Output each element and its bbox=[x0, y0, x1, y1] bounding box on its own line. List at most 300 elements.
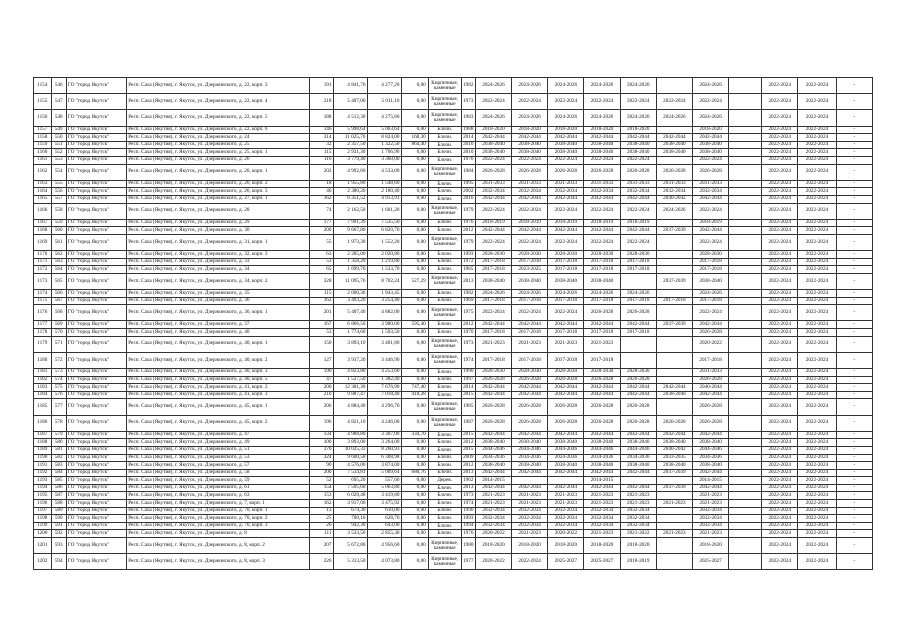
cell-item-number: 556 bbox=[51, 188, 66, 196]
cell-roof-repair: 2021-2023 bbox=[475, 336, 511, 352]
cell-living-area: 3 254,40 bbox=[368, 297, 402, 305]
cell-foundation-repair: 2022-2024 bbox=[548, 156, 584, 164]
cell-nonliving-area: 0,00 bbox=[402, 227, 428, 235]
cell-build-year: 2010 bbox=[463, 141, 474, 148]
cell-heating-repair: 2017-2018 bbox=[584, 297, 620, 305]
cell-wall-material: Блочн. bbox=[428, 507, 461, 515]
cell-gas-repair bbox=[729, 554, 762, 570]
cell-gas-repair bbox=[729, 126, 762, 134]
cell-residents: 63 bbox=[310, 251, 334, 259]
cell-total-area: 10 025,33 bbox=[334, 446, 368, 454]
cell-nonliving-area: 0,00 bbox=[402, 251, 428, 259]
cell-heating-repair: 2022-2024 bbox=[584, 94, 620, 110]
cell-total-area: 9 667,80 bbox=[334, 227, 368, 235]
cell-facade-repair: 2042-2044 bbox=[512, 134, 548, 142]
cell-nonliving-area: 0,00 bbox=[402, 149, 428, 157]
cell-build-year: 1983 bbox=[461, 110, 475, 126]
cell-municipality: ГО "город Якутск" bbox=[66, 134, 126, 142]
cell-heating-repair: 2026-2028 bbox=[584, 305, 620, 321]
cell-elevator-repair: 2038-2040 bbox=[656, 462, 692, 470]
cell-total-area: 5 672,80 bbox=[334, 538, 368, 554]
cell-municipality: ГО "город Якутск" bbox=[66, 195, 126, 203]
cell-roof-repair: 2018-2019 bbox=[475, 219, 511, 227]
table-row bbox=[34, 141, 873, 149]
cell-foundation-repair: 2042-2044 bbox=[548, 391, 584, 399]
cell-wall-material: Блочн. bbox=[428, 321, 461, 329]
cell-roof-repair: 2017-2018 bbox=[475, 329, 511, 337]
cell-elevator-repair bbox=[656, 515, 692, 523]
cell-nonliving-area: 0,00 bbox=[402, 305, 428, 321]
cell-item-number: 554 bbox=[51, 164, 66, 180]
cell-water-repair: 2031-2033 bbox=[620, 180, 656, 188]
cell-roof-repair: 2032-2034 bbox=[475, 515, 511, 523]
cell-elevator-repair bbox=[656, 258, 692, 266]
cell-metering-install: 2022-2024 bbox=[762, 462, 798, 470]
cell-residents: 177 bbox=[310, 219, 334, 227]
cell-electric-repair: 2042-2044 bbox=[693, 469, 729, 477]
cell-metering-install: 2022-2024 bbox=[762, 329, 798, 337]
cell-wall-material: Кирпичные, каменные bbox=[428, 352, 461, 368]
cell-nonliving-area: 0,00 bbox=[402, 446, 428, 454]
cell-water-repair: 2038-2040 bbox=[620, 462, 656, 470]
cell-water-repair: 2034-2036 bbox=[620, 454, 656, 462]
cell-roof-repair: 2038-2040 bbox=[475, 273, 511, 289]
cell-row-number: 1200 bbox=[34, 530, 52, 538]
cell-survey-period: 2022-2024 bbox=[798, 94, 836, 110]
cell-municipality: ГО "город Якутск" bbox=[66, 368, 126, 376]
cell-municipality: ГО "город Якутск" bbox=[66, 290, 126, 298]
cell-water-repair: 2028-2030 bbox=[620, 251, 656, 259]
cell-electric-repair: 2022-2024 bbox=[693, 156, 729, 164]
cell-electric-repair: 2022-2024 bbox=[693, 234, 729, 250]
cell-row-number: 1188 bbox=[34, 439, 52, 447]
cell-foundation-repair: 2042-2044 bbox=[548, 195, 584, 203]
cell-living-area: 3 401,80 bbox=[368, 336, 402, 352]
cell-metering-install: 2022-2024 bbox=[762, 352, 798, 368]
cell-row-number: 1170 bbox=[34, 251, 52, 259]
cell-living-area: 7 018,40 bbox=[368, 391, 402, 399]
cell-residents: 210 bbox=[310, 391, 334, 399]
cell-nonliving-area: 0,00 bbox=[402, 554, 428, 570]
cell-foundation-repair: 2026-2028 bbox=[548, 399, 584, 415]
cell-nonliving-area: 0,00 bbox=[402, 203, 428, 219]
cell-roof-repair: 2042-2044 bbox=[475, 384, 511, 392]
cell-facade-repair: 2022-2024 bbox=[512, 203, 548, 219]
cell-total-area: 4 992,60 bbox=[334, 164, 368, 180]
cell-living-area: 2 855,30 bbox=[368, 530, 402, 538]
cell-note: - bbox=[836, 149, 872, 157]
cell-item-number: 587 bbox=[51, 492, 66, 500]
cell-municipality: ГО "город Якутск" bbox=[66, 515, 126, 523]
cell-foundation-repair: 2038-2040 bbox=[548, 273, 584, 289]
table-row bbox=[34, 446, 873, 454]
cell-municipality: ГО "город Якутск" bbox=[66, 156, 126, 164]
cell-item-number: 565 bbox=[51, 273, 66, 289]
cell-electric-repair: 2032-2034 bbox=[693, 522, 729, 530]
cell-item-number: 588 bbox=[51, 500, 66, 508]
cell-metering-install: 2022-2024 bbox=[762, 454, 798, 462]
cell-gas-repair bbox=[729, 454, 762, 462]
cell-roof-repair: 2026-2028 bbox=[475, 399, 511, 415]
cell-nonliving-area: 527,29 bbox=[402, 273, 428, 289]
cell-total-area: 4 821,10 bbox=[334, 415, 368, 431]
cell-total-area: 11 095,76 bbox=[334, 273, 368, 289]
cell-heating-repair: 2017-2018 bbox=[584, 266, 620, 274]
cell-survey-period: 2022-2024 bbox=[798, 399, 836, 415]
cell-metering-install: 2022-2024 bbox=[762, 305, 798, 321]
cell-heating-repair: 2032-2034 bbox=[584, 188, 620, 196]
cell-build-year: 2013 bbox=[463, 469, 474, 476]
cell-living-area: 2 020,80 bbox=[368, 251, 402, 259]
cell-build-year: 2012 bbox=[463, 461, 474, 468]
cell-address: Респ. Саха (Якутия), г. Якутск, ул. Дзержинского, д. 30 bbox=[127, 227, 310, 235]
cell-residents: 154 bbox=[310, 484, 334, 492]
cell-living-area: 1 552,20 bbox=[368, 234, 402, 250]
cell-elevator-repair: 2021-2023 bbox=[656, 500, 692, 508]
cell-elevator-repair: 2042-2044 bbox=[656, 431, 692, 439]
cell-row-number: 1175 bbox=[34, 297, 52, 305]
cell-foundation-repair: 2032-2034 bbox=[548, 522, 584, 530]
cell-facade-repair: 2018-2019 bbox=[512, 219, 548, 227]
cell-residents: 111 bbox=[310, 530, 334, 538]
cell-roof-repair: 2020-2022 bbox=[475, 530, 511, 538]
cell-build-year: 2015 bbox=[463, 391, 474, 398]
cell-wall-material: Блочн. bbox=[428, 439, 461, 447]
cell-municipality: ГО "город Якутск" bbox=[66, 336, 126, 352]
cell-row-number: 1180 bbox=[34, 352, 52, 368]
cell-row-number: 1160 bbox=[34, 149, 52, 157]
cell-survey-period: 2022-2024 bbox=[798, 141, 836, 149]
table-row bbox=[34, 126, 873, 134]
cell-municipality: ГО "город Якутск" bbox=[66, 439, 126, 447]
cell-note: - bbox=[836, 454, 872, 462]
cell-total-area: 3 533,50 bbox=[334, 530, 368, 538]
cell-nonliving-area: 0,00 bbox=[402, 234, 428, 250]
cell-note: - bbox=[836, 336, 872, 352]
cell-municipality: ГО "город Якутск" bbox=[66, 454, 126, 462]
cell-nonliving-area: 0,00 bbox=[402, 188, 428, 196]
cell-row-number: 1155 bbox=[34, 94, 52, 110]
cell-water-repair: 2018-2020 bbox=[620, 538, 656, 554]
cell-address: Респ. Саха (Якутия), г. Якутск, ул. Дзержинского, д. 26, корп. 3 bbox=[127, 188, 310, 196]
cell-elevator-repair bbox=[656, 219, 692, 227]
cell-electric-repair: 2038-2040 bbox=[693, 141, 729, 149]
cell-facade-repair: 2018-2020 bbox=[512, 538, 548, 554]
cell-nonliving-area: 418,28 bbox=[402, 391, 428, 399]
cell-facade-repair: 2042-2044 bbox=[512, 227, 548, 235]
cell-total-area: 2 931,30 bbox=[334, 149, 368, 157]
cell-elevator-repair: 2026-2028 bbox=[656, 164, 692, 180]
cell-metering-install: 2022-2024 bbox=[762, 266, 798, 274]
cell-foundation-repair: 2018-2020 bbox=[548, 126, 584, 134]
cell-build-year: 1972 bbox=[463, 258, 474, 265]
table-row bbox=[34, 156, 873, 164]
cell-item-number: 585 bbox=[51, 477, 66, 485]
cell-survey-period: 2022-2024 bbox=[798, 273, 836, 289]
cell-total-area: 12 381,30 bbox=[334, 384, 368, 392]
cell-municipality: ГО "город Якутск" bbox=[66, 258, 126, 266]
cell-nonliving-area: 0,00 bbox=[402, 78, 428, 94]
cell-residents: 13 bbox=[310, 507, 334, 515]
cell-item-number: 552 bbox=[51, 149, 66, 157]
cell-total-area: 2 357,50 bbox=[334, 141, 368, 149]
cell-municipality: ГО "город Якутск" bbox=[66, 554, 126, 570]
cell-water-repair: 2042-2044 bbox=[620, 384, 656, 392]
cell-roof-repair: 2034-2036 bbox=[475, 454, 511, 462]
cell-residents: 200 bbox=[310, 384, 334, 392]
cell-residents: 18 bbox=[310, 180, 334, 188]
cell-address: Респ. Саха (Якутия), г. Якутск, ул. Дзержинского, д. 36, корп. 1 bbox=[127, 305, 310, 321]
cell-row-number: 1162 bbox=[34, 164, 52, 180]
cell-foundation-repair: 2021-2023 bbox=[548, 336, 584, 352]
cell-residents: 115 bbox=[310, 290, 334, 298]
cell-foundation-repair: 2018-2020 bbox=[548, 538, 584, 554]
cell-facade-repair: 2022-2024 bbox=[512, 156, 548, 164]
cell-roof-repair: 2026-2028 bbox=[475, 415, 511, 431]
cell-roof-repair: 2042-2044 bbox=[475, 321, 511, 329]
cell-survey-period: 2022-2024 bbox=[798, 431, 836, 439]
cell-roof-repair: 2042-2044 bbox=[475, 391, 511, 399]
cell-note: - bbox=[836, 439, 872, 447]
cell-water-repair: 2032-2034 bbox=[620, 507, 656, 515]
cell-elevator-repair bbox=[656, 305, 692, 321]
table-row bbox=[34, 329, 873, 337]
cell-wall-material: Кирпичные, каменные bbox=[428, 94, 461, 110]
cell-nonliving-area: 595,40 bbox=[402, 321, 428, 329]
cell-electric-repair: 2042-2044 bbox=[693, 391, 729, 399]
cell-living-area: 4 246,00 bbox=[368, 415, 402, 431]
cell-wall-material: Блочн. bbox=[428, 384, 461, 392]
cell-gas-repair bbox=[729, 94, 762, 110]
cell-note: - bbox=[836, 297, 872, 305]
cell-facade-repair: 2038-2040 bbox=[512, 273, 548, 289]
cell-electric-repair: 2020-2022 bbox=[693, 336, 729, 352]
cell-wall-material: Блочн. bbox=[428, 195, 461, 203]
cell-roof-repair: 2022-2024 bbox=[475, 203, 511, 219]
cell-foundation-repair: 2017-2018 bbox=[548, 266, 584, 274]
cell-water-repair: 2024-2026 bbox=[620, 290, 656, 298]
cell-item-number: 572 bbox=[51, 352, 66, 368]
cell-heating-repair: 2018-2020 bbox=[584, 538, 620, 554]
cell-municipality: ГО "город Якутск" bbox=[66, 273, 126, 289]
cell-survey-period: 2022-2024 bbox=[798, 515, 836, 523]
cell-survey-period: 2022-2024 bbox=[798, 530, 836, 538]
cell-water-repair bbox=[620, 273, 656, 289]
cell-living-area: 1 548,60 bbox=[368, 180, 402, 188]
cell-build-year: 1985 bbox=[461, 399, 475, 415]
cell-water-repair: 2021-2023 bbox=[620, 500, 656, 508]
cell-gas-repair bbox=[729, 336, 762, 352]
cell-water-repair: 2018-2019 bbox=[620, 554, 656, 570]
cell-survey-period: 2022-2024 bbox=[798, 352, 836, 368]
table-row bbox=[34, 368, 873, 376]
cell-metering-install: 2022-2024 bbox=[762, 399, 798, 415]
cell-residents: 116 bbox=[310, 156, 334, 164]
cell-total-area: 3 493,20 bbox=[334, 297, 368, 305]
cell-foundation-repair: 2022-2024 bbox=[548, 305, 584, 321]
table-row bbox=[34, 439, 873, 447]
cell-item-number: 548 bbox=[51, 110, 66, 126]
cell-roof-repair: 2024-2026 bbox=[475, 290, 511, 298]
cell-facade-repair: 2024-2026 bbox=[512, 110, 548, 126]
cell-metering-install: 2022-2024 bbox=[762, 469, 798, 477]
cell-metering-install: 2022-2024 bbox=[762, 336, 798, 352]
cell-row-number: 1157 bbox=[34, 126, 52, 134]
cell-living-area: 2 180,40 bbox=[368, 188, 402, 196]
cell-address: Респ. Саха (Якутия), г. Якутск, ул. Дзержинского, д. 41, корп. 2 bbox=[127, 384, 310, 392]
cell-facade-repair: 2024-2026 bbox=[512, 78, 548, 94]
cell-gas-repair bbox=[729, 78, 762, 94]
cell-total-area: 4 884,40 bbox=[334, 399, 368, 415]
cell-facade-repair: 2042-2044 bbox=[512, 384, 548, 392]
cell-address: Респ. Саха (Якутия), г. Якутск, ул. Дзержинского, д. 29 bbox=[127, 219, 310, 227]
cell-address: Респ. Саха (Якутия), г. Якутск, ул. Дзержинского, д. 70, корп. 1 bbox=[127, 507, 310, 515]
cell-elevator-repair: 2033-2035 bbox=[656, 454, 692, 462]
cell-gas-repair bbox=[729, 266, 762, 274]
cell-living-area: 628,70 bbox=[368, 515, 402, 523]
cell-survey-period: 2022-2024 bbox=[798, 368, 836, 376]
cell-roof-repair: 2022-2024 bbox=[475, 156, 511, 164]
cell-survey-period: 2022-2024 bbox=[798, 156, 836, 164]
cell-heating-repair: 2025-2027 bbox=[584, 554, 620, 570]
cell-metering-install: 2022-2024 bbox=[762, 141, 798, 149]
cell-item-number: 571 bbox=[51, 336, 66, 352]
cell-municipality: ГО "город Якутск" bbox=[66, 141, 126, 149]
cell-heating-repair: 2021-2023 bbox=[584, 492, 620, 500]
cell-wall-material: Блочн. bbox=[428, 329, 461, 337]
cell-wall-material: Блочн. bbox=[428, 251, 461, 259]
cell-electric-repair: 2040-2044 bbox=[693, 384, 729, 392]
table-row bbox=[34, 195, 873, 203]
cell-residents: 25 bbox=[310, 515, 334, 523]
cell-survey-period: 2022-2024 bbox=[798, 507, 836, 515]
cell-nonliving-area: 0,00 bbox=[402, 94, 428, 110]
cell-roof-repair: 2031-2033 bbox=[475, 180, 511, 188]
cell-water-repair bbox=[620, 352, 656, 368]
cell-build-year: 1970 bbox=[463, 328, 474, 335]
cell-row-number: 1186 bbox=[34, 415, 52, 431]
table-row bbox=[34, 431, 873, 439]
cell-municipality: ГО "город Якутск" bbox=[66, 305, 126, 321]
cell-water-repair: 2017-2018 bbox=[620, 266, 656, 274]
cell-metering-install: 2022-2024 bbox=[762, 203, 798, 219]
cell-note: - bbox=[836, 554, 872, 570]
cell-gas-repair bbox=[729, 399, 762, 415]
cell-facade-repair: 2044-2046 bbox=[512, 446, 548, 454]
cell-row-number: 1169 bbox=[34, 234, 52, 250]
cell-item-number: 568 bbox=[51, 305, 66, 321]
cell-heating-repair: 2024-2026 bbox=[584, 78, 620, 94]
cell-foundation-repair: 2042-2044 bbox=[548, 134, 584, 142]
cell-heating-repair: 2044-2046 bbox=[584, 446, 620, 454]
table-row bbox=[34, 110, 873, 126]
cell-address: Респ. Саха (Якутия), г. Якутск, ул. Дзержинского, д. 53 bbox=[127, 454, 310, 462]
cell-note: - bbox=[836, 258, 872, 266]
cell-living-area: 4 882,00 bbox=[368, 305, 402, 321]
cell-municipality: ГО "город Якутск" bbox=[66, 203, 126, 219]
cell-row-number: 1187 bbox=[34, 431, 52, 439]
cell-foundation-repair bbox=[548, 477, 584, 485]
cell-wall-material: Блочн. bbox=[428, 431, 461, 439]
cell-living-area: 557,60 bbox=[368, 477, 402, 485]
cell-note: - bbox=[836, 368, 872, 376]
cell-elevator-repair bbox=[656, 368, 692, 376]
cell-gas-repair bbox=[729, 352, 762, 368]
cell-total-area: 1 973,30 bbox=[334, 234, 368, 250]
cell-metering-install: 2022-2024 bbox=[762, 290, 798, 298]
cell-wall-material: Дерев. bbox=[428, 477, 461, 485]
table-row bbox=[34, 134, 873, 142]
cell-electric-repair: 2028-2030 bbox=[693, 251, 729, 259]
cell-electric-repair: 2042-2044 bbox=[693, 134, 729, 142]
cell-water-repair: 2022-2024 bbox=[620, 156, 656, 164]
cell-nonliving-area: 747,40 bbox=[402, 384, 428, 392]
cell-residents: 191 bbox=[310, 78, 334, 94]
cell-item-number: 579 bbox=[51, 431, 66, 439]
cell-roof-repair: 2021-2023 bbox=[475, 500, 511, 508]
cell-facade-repair: 2017-2018 bbox=[512, 352, 548, 368]
cell-note: - bbox=[836, 384, 872, 392]
cell-address: Респ. Саха (Якутия), г. Якутск, ул. Дзержинского, д. 40, корп. 3 bbox=[127, 368, 310, 376]
table-row bbox=[34, 234, 873, 250]
cell-living-area: 4 275,60 bbox=[368, 110, 402, 126]
cell-row-number: 1199 bbox=[34, 522, 52, 530]
cell-facade-repair: 2042-2044 bbox=[512, 391, 548, 399]
cell-foundation-repair: 2038-2040 bbox=[548, 439, 584, 447]
cell-total-area: 700,10 bbox=[334, 515, 368, 523]
cell-nonliving-area: 0,00 bbox=[402, 538, 428, 554]
cell-facade-repair: 2031-2033 bbox=[512, 180, 548, 188]
cell-address: Респ. Саха (Якутия), г. Якутск, ул. Дзержинского, д. 57 bbox=[127, 462, 310, 470]
cell-heating-repair: 2021-2023 bbox=[584, 500, 620, 508]
cell-survey-period: 2022-2024 bbox=[798, 110, 836, 126]
cell-note: - bbox=[836, 227, 872, 235]
cell-gas-repair bbox=[729, 477, 762, 485]
cell-roof-repair: 2022-2024 bbox=[475, 94, 511, 110]
cell-total-area: 3 917,00 bbox=[334, 500, 368, 508]
table-row bbox=[34, 391, 873, 399]
cell-water-repair: 2022-2024 bbox=[620, 94, 656, 110]
cell-item-number: 564 bbox=[51, 266, 66, 274]
cell-item-number: 584 bbox=[51, 469, 66, 477]
cell-item-number: 580 bbox=[51, 439, 66, 447]
cell-gas-repair bbox=[729, 368, 762, 376]
cell-address: Респ. Саха (Якутия), г. Якутск, ул. Дзержинского, д. 40 bbox=[127, 329, 310, 337]
cell-facade-repair: 2038-2040 bbox=[512, 462, 548, 470]
cell-metering-install: 2022-2024 bbox=[762, 500, 798, 508]
cell-survey-period: 2022-2024 bbox=[798, 469, 836, 477]
cell-wall-material: Блочн. bbox=[428, 522, 461, 530]
cell-total-area: 4 512,30 bbox=[334, 110, 368, 126]
cell-foundation-repair: 2017-2018 bbox=[548, 297, 584, 305]
cell-roof-repair: 2038-2040 bbox=[475, 439, 511, 447]
table-row bbox=[34, 522, 873, 530]
cell-item-number: 582 bbox=[51, 454, 66, 462]
cell-note: - bbox=[836, 477, 872, 485]
cell-total-area: 674,30 bbox=[334, 507, 368, 515]
cell-note: - bbox=[836, 538, 872, 554]
cell-electric-repair: 2018-2020 bbox=[693, 538, 729, 554]
cell-gas-repair bbox=[729, 446, 762, 454]
cell-facade-repair: 2032-2034 bbox=[512, 507, 548, 515]
cell-heating-repair: 2032-2034 bbox=[584, 515, 620, 523]
cell-living-area: 3 419,80 bbox=[368, 492, 402, 500]
cell-item-number: 549 bbox=[51, 126, 66, 134]
cell-row-number: 1189 bbox=[34, 446, 52, 454]
cell-facade-repair: 2021-2023 bbox=[512, 500, 548, 508]
cell-living-area: 610,00 bbox=[368, 507, 402, 515]
cell-residents: 26 bbox=[310, 522, 334, 530]
